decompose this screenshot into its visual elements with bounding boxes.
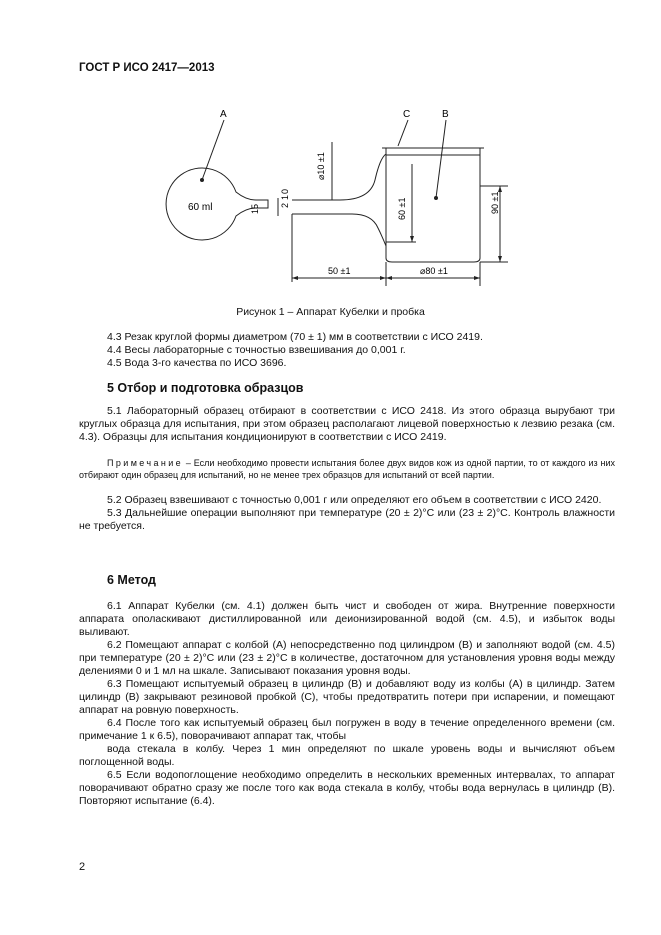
kubelka-apparatus-figure — [0, 100, 661, 300]
section-6 — [79, 574, 615, 808]
para-6-5: 6.5 Если водопоглощение необходимо определить в нескольких временных интервалах, то аппарат поворачивают обратно сразу же после того как вода стекала в колбу, чтобы вода вернулась в цилиндр (В). Повторяют испытание (6.4). — [79, 769, 615, 807]
equipment-list — [79, 331, 615, 370]
para-6-1: 6.1 Аппарат Кубелки (см. 4.1) должен быть чист и свободен от жира. Внутренние поверхности аппарата ополаскивают дистиллированной или деионизированной водой (см. 4.5), и избыток воды выливают. — [79, 600, 615, 638]
list-item-4-3: 4.3 Резак круглой формы диаметром (70 ± 1) мм в соответствии с ИСО 2419. — [107, 331, 483, 343]
dim-1: 1 — [280, 194, 290, 200]
dim-60: 60 ±1 — [397, 197, 407, 220]
dim-phi10: ⌀10 ±1 — [316, 152, 326, 180]
label-b: B — [442, 109, 449, 120]
label-a: A — [220, 109, 227, 120]
para-6-4-end: вода стекала в колбу. Через 1 мин определяют по шкале уровень воды и вычисляют объем поглощенной воды. — [79, 743, 615, 768]
para-6-4 — [79, 717, 615, 743]
figure-caption: Рисунок 1 – Аппарат Кубелки и пробка — [236, 306, 425, 318]
dim-15: 15 — [250, 203, 260, 214]
dim-0: 0 — [280, 188, 290, 194]
list-item-4-5: 4.5 Вода 3-го качества по ИСО 3696. — [107, 357, 287, 369]
flask-volume-label: 60 ml — [188, 202, 213, 213]
section-5 — [79, 382, 615, 533]
para-5-2: 5.2 Образец взвешивают с точностью 0,001 г или определяют его объем в соответствии с ИСО 2420. — [107, 494, 602, 506]
list-item-4-4: 4.4 Весы лабораторные с точностью взвешивания до 0,001 г. — [107, 344, 406, 356]
para-6-4-start: 6.4 После того как испытуемый образец был погружен в воду в течение определенного времени (см. примечание 1 к 6.5), поворачивают аппарат так, чтобы — [79, 717, 615, 742]
para-6-2: 6.2 Помещают аппарат с колбой (А) непосредственно под цилиндром (В) и заполняют водой (см. 4.5) при температуре (20 ± 2)°С или (23 ± 2)°С в количестве, достаточном для установления уровня воды между делениями 0 и 1 мл на шкале. Записывают показания уровня воды. — [79, 639, 615, 677]
dim-2: 2 — [280, 202, 290, 208]
tube-outline — [292, 154, 386, 246]
dim-90: 90 ±1 — [490, 191, 500, 214]
para-6-3: 6.3 Помещают испытуемый образец в цилиндр (В) и добавляют воду из колбы (А) в цилиндр. Затем цилиндр (В) закрывают резиновой пробкой (С), чтобы предотвратить потери при испарении, и помещают аппарат на ровную поверхность. — [79, 678, 615, 716]
page-number: 2 — [79, 861, 86, 873]
section-5-heading: 5 Отбор и подготовка образцов — [107, 381, 304, 395]
section-6-heading: 6 Метод — [107, 573, 156, 587]
note-text: – Если необходимо провести испытания более двух видов кож из одной партии, то от каждого из них отбирают один образец для испытаний, но не менее трех образцов для испытаний от всей партии. — [79, 458, 615, 480]
dim-phi80: ⌀80 ±1 — [420, 266, 448, 276]
dim-50: 50 ±1 — [328, 266, 351, 276]
note-label: Примечание — [107, 458, 184, 468]
para-5-3: 5.3 Дальнейшие операции выполняют при температуре (20 ± 2)°С или (23 ± 2)°С. Контроль влажности не требуется. — [79, 507, 615, 532]
label-c: C — [403, 109, 411, 120]
note-5 — [79, 457, 615, 481]
stopper-outline — [382, 148, 484, 155]
document-header: ГОСТ Р ИСО 2417—2013 — [79, 62, 215, 74]
para-5-1: 5.1 Лабораторный образец отбирают в соответствии с ИСО 2418. Из этого образца вырубают три круглых образца для испытания, при этом образец располагают лицевой поверхностью к лезвию резака (см. 4.3). Образцы для испытания кондиционируют в соответствии с ИСО 2419. — [79, 405, 615, 443]
